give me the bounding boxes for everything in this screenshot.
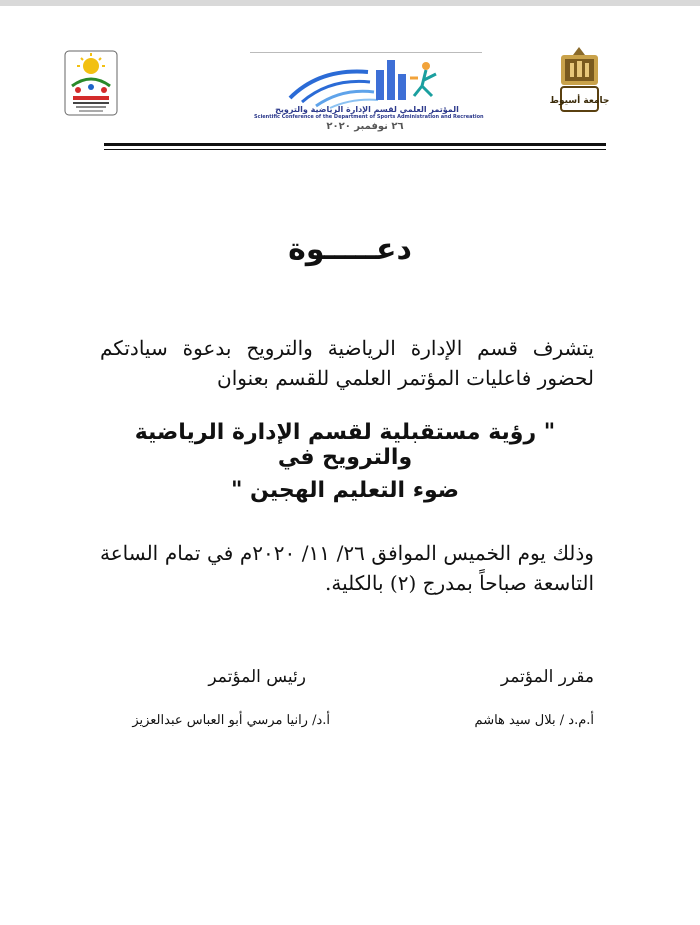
conference-title-line-1: " رؤية مستقبلية لقسم الإدارة الرياضية والترويح في: [134, 420, 556, 470]
president-name: أ.د/ رانيا مرسي أبو العباس عبدالعزيز: [132, 713, 330, 728]
rapporteur-name: أ.م.د / بلال سيد هاشم: [474, 713, 594, 728]
faculty-logo-icon: [64, 50, 118, 116]
invitation-paragraph-2: وذلك يوم الخميس الموافق ٢٦/ ١١/ ٢٠٢٠م في تمام الساعة التاسعة صباحاً بمدرج (٢) بالكلية.: [100, 541, 594, 595]
invitation-paragraph-1: يتشرف قسم الإدارة الرياضية والترويح بدعوة سيادتكم لحضور فاعليات المؤتمر العلمي للقسم بعنوان: [100, 336, 594, 390]
header-divider-thick: [104, 143, 606, 146]
banner-title: المؤتمر العلمي لقسم الإدارة الرياضية والترويح: [275, 105, 459, 114]
invitation-title: دعـــــوة: [288, 232, 412, 267]
conference-title-line-2: ضوء التعليم الهجين ": [230, 478, 460, 503]
university-logo-icon: [549, 45, 610, 115]
header-divider-thin: [104, 149, 606, 150]
president-role: رئيس المؤتمر: [208, 667, 306, 687]
rapporteur-role: مقرر المؤتمر: [500, 667, 594, 687]
banner-subtitle: Scientific Conference of the Department of Sports Administration and Recreation: [254, 114, 484, 120]
banner-date: ٢٦ نوفمبر ٢٠٢٠: [326, 121, 404, 132]
top-border: [0, 0, 700, 6]
svg-text:جامعة أسيوط: جامعة أسيوط: [549, 96, 610, 106]
